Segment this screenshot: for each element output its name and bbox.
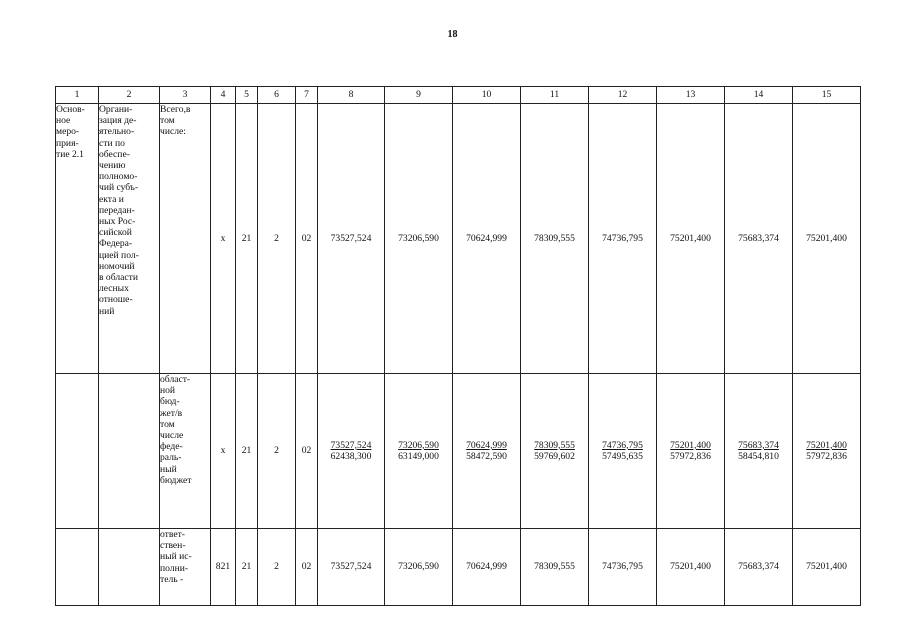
value-cell: 75201,400	[657, 104, 725, 374]
federal-value: 58472,590	[466, 451, 507, 462]
value-cell: 73527,524	[318, 529, 385, 606]
header-cell: 12	[589, 87, 657, 104]
funding-source-cell: ответ- ствен- ный ис- полни- тель -	[160, 529, 211, 606]
value-cell: 75201,400	[793, 104, 861, 374]
header-cell: 6	[258, 87, 296, 104]
value-cell	[453, 374, 521, 529]
funding-source-cell: Всего,в том числе:	[160, 104, 211, 374]
federal-value: 58454,810	[738, 451, 779, 462]
code-cell: 02	[296, 374, 318, 529]
activity-name-cell: Органи- зация де- ятельно- сти по обеспе- чению полномо- чий субъ- екта и передан- ных Рос- сийской Федера- цией пол- номочий в области лесных отноше- ний	[99, 104, 160, 374]
header-row	[56, 87, 861, 104]
value-cell	[521, 374, 589, 529]
header-cell: 9	[385, 87, 453, 104]
activity-code-cell	[56, 529, 99, 606]
value-cell: 70624,999	[453, 529, 521, 606]
activity-code-cell	[56, 374, 99, 529]
header-cell: 3	[160, 87, 211, 104]
federal-value: 63149,000	[398, 451, 439, 462]
regional-value: 75201,400	[806, 439, 847, 451]
table-row	[56, 374, 861, 529]
value-cell	[589, 374, 657, 529]
federal-value: 57972,836	[670, 451, 711, 462]
code-cell: x	[211, 374, 236, 529]
table-row	[56, 104, 861, 374]
value-cell: 74736,795	[589, 529, 657, 606]
code-cell: 21	[236, 104, 258, 374]
code-cell: 2	[258, 529, 296, 606]
value-cell: 73206,590	[385, 529, 453, 606]
regional-value: 73206,590	[398, 439, 439, 451]
table-row	[56, 529, 861, 606]
activity-code-cell: Основ- ное меро- прия- тие 2.1	[56, 104, 99, 374]
header-cell: 11	[521, 87, 589, 104]
header-cell: 1	[56, 87, 99, 104]
header-cell: 5	[236, 87, 258, 104]
regional-value: 73527,524	[330, 439, 372, 451]
header-cell: 13	[657, 87, 725, 104]
value-cell: 70624,999	[453, 104, 521, 374]
budget-table	[55, 86, 861, 606]
value-cell: 75683,374	[725, 104, 793, 374]
value-cell: 78309,555	[521, 104, 589, 374]
regional-value: 74736,795	[602, 439, 643, 451]
header-cell: 4	[211, 87, 236, 104]
value-cell: 73527,524	[318, 104, 385, 374]
federal-value: 57972,836	[806, 451, 847, 462]
activity-name-cell	[99, 374, 160, 529]
value-cell: 75201,400	[657, 529, 725, 606]
code-cell: 21	[236, 374, 258, 529]
value-cell	[725, 374, 793, 529]
header-cell: 10	[453, 87, 521, 104]
code-cell: 2	[258, 104, 296, 374]
value-cell	[793, 374, 861, 529]
regional-value: 75201,400	[670, 439, 711, 451]
regional-value: 70624,999	[466, 439, 507, 451]
regional-value: 78309,555	[534, 439, 575, 451]
code-cell: 02	[296, 529, 318, 606]
federal-value: 62438,300	[330, 451, 372, 462]
value-cell: 75201,400	[793, 529, 861, 606]
code-cell: 21	[236, 529, 258, 606]
code-cell: 2	[258, 374, 296, 529]
code-cell: x	[211, 104, 236, 374]
code-cell: 821	[211, 529, 236, 606]
value-cell: 75683,374	[725, 529, 793, 606]
funding-source-cell: област- ной бюд- жет/в том числе феде- раль- ный бюджет	[160, 374, 211, 529]
value-cell	[318, 374, 385, 529]
regional-value: 75683,374	[738, 439, 779, 451]
header-cell: 8	[318, 87, 385, 104]
activity-name-cell	[99, 529, 160, 606]
federal-value: 57495,635	[602, 451, 643, 462]
header-cell: 15	[793, 87, 861, 104]
code-cell: 02	[296, 104, 318, 374]
value-cell: 74736,795	[589, 104, 657, 374]
header-cell: 7	[296, 87, 318, 104]
value-cell	[657, 374, 725, 529]
value-cell: 78309,555	[521, 529, 589, 606]
page-number: 18	[447, 29, 458, 40]
value-cell	[385, 374, 453, 529]
header-cell: 2	[99, 87, 160, 104]
value-cell: 73206,590	[385, 104, 453, 374]
header-cell: 14	[725, 87, 793, 104]
federal-value: 59769,602	[534, 451, 575, 462]
